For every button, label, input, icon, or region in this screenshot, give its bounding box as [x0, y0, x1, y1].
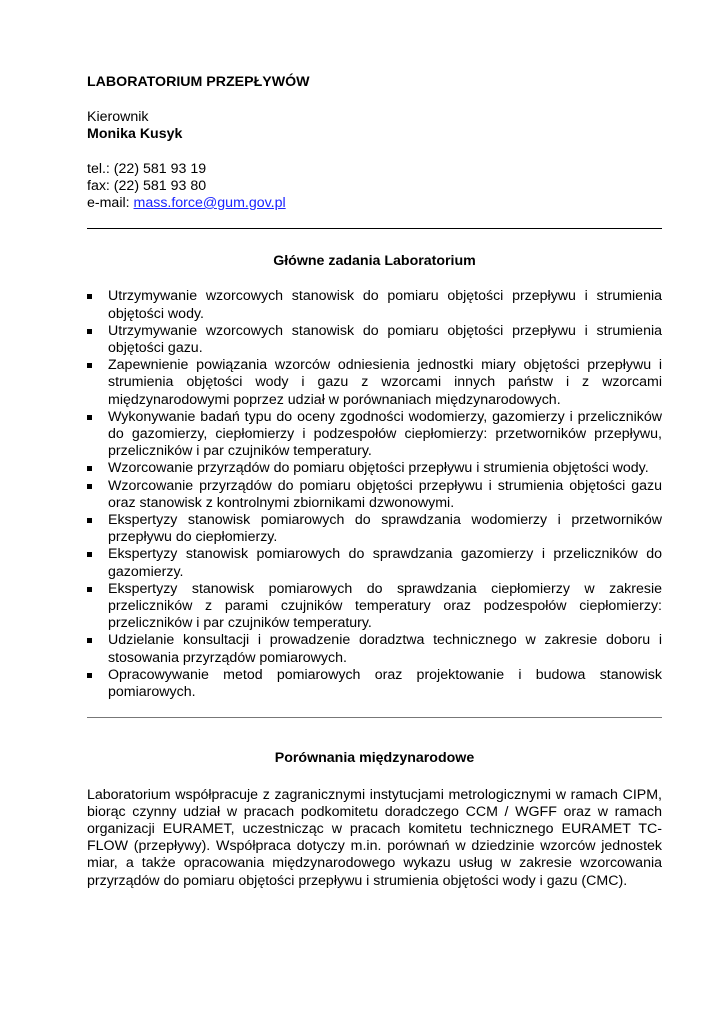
task-item	[87, 512, 662, 546]
bullet-icon	[87, 363, 92, 368]
document-page	[87, 74, 662, 890]
manager-name: Monika Kusyk	[87, 126, 183, 143]
bullet-icon	[87, 587, 92, 592]
bullet-icon	[87, 294, 92, 299]
tasks-list	[87, 288, 662, 701]
task-item	[87, 478, 662, 512]
comparisons-paragraph: Laboratorium współpracuje z zagranicznymi instytucjami metrologicznymi w ramach CIPM, biorąc czynny udział w pracach podkomitetu doradczego CCM / WGFF oraz w ramach organizacji EURAMET, uczestnicząc w pracach komitetu technicznego EURAMET TC-FLOW (przepływy). Współpraca dotyczy m.in. porównań w dziedzinie wzorców jednostek miar, a także opracowania międzynarodowego wykazu usług w zakresie wzorcowania przyrządów do pomiaru objętości przepływu i strumienia objętości wody i gazu (CMC).	[87, 786, 662, 889]
task-text: Ekspertyzy stanowisk pomiarowych do sprawdzania ciepłomierzy w zakresie przeliczników z parami czujników temperatury oraz podzespołów ciepłomierzy: przeliczników i par czujników temperatury.	[108, 580, 662, 632]
task-item	[87, 460, 662, 477]
tasks-heading: Główne zadania Laboratorium	[273, 253, 476, 270]
task-text: Utrzymywanie wzorcowych stanowisk do pomiaru objętości przepływu i strumienia objętości wody.	[108, 288, 662, 322]
bullet-icon	[87, 415, 92, 420]
task-text: Zapewnienie powiązania wzorców odniesienia jednostki miary objętości przepływu i strumienia objętości wody i gazu z wzorcami innych państw i z wzorcami międzynarodowymi poprzez udział w porównaniach międzynarodowych.	[108, 357, 662, 408]
task-item	[87, 357, 662, 409]
fax-number: fax: (22) 581 93 80	[87, 177, 207, 194]
task-text: Utrzymywanie wzorcowych stanowisk do pomiaru objętości przepływu i strumienia objętości gazu.	[108, 322, 662, 357]
task-text: Ekspertyzy stanowisk pomiarowych do sprawdzania wodomierzy i przetworników przepływu do ciepłomierzy.	[108, 512, 662, 546]
task-item	[87, 323, 662, 357]
task-item	[87, 581, 662, 633]
manager-role: Kierownik	[87, 109, 149, 126]
task-text: Wzorcowanie przyrządów do pomiaru objętości przepływu i strumienia objętości wody.	[108, 460, 649, 477]
email-label: e-mail:	[87, 195, 134, 212]
task-item	[87, 288, 662, 322]
email-link[interactable]: mass.force@gum.gov.pl	[133, 195, 286, 212]
bullet-icon	[87, 552, 92, 557]
task-text: Wzorcowanie przyrządów do pomiaru objętości przepływu i strumienia objętości gazu oraz stanowisk z kontrolnymi zbiornikami dzwonowymi.	[108, 477, 662, 511]
phone-number: tel.: (22) 581 93 19	[87, 160, 207, 177]
task-text: Ekspertyzy stanowisk pomiarowych do sprawdzania gazomierzy i przeliczników do gazomierzy.	[108, 546, 662, 580]
document-title: LABORATORIUM PRZEPŁYWÓW	[87, 74, 310, 90]
task-item	[87, 667, 662, 701]
task-text: Wykonywanie badań typu do oceny zgodności wodomierzy, gazomierzy i przeliczników do gazomierzy, ciepłomierzy i podzespołów ciepłomierzy: przetworników przepływu, przeliczników i par czujników temperatury.	[108, 408, 662, 460]
bullet-icon	[87, 466, 92, 471]
bullet-icon	[87, 638, 92, 643]
bullet-icon	[87, 329, 92, 334]
bullet-icon	[87, 518, 92, 523]
task-item	[87, 632, 662, 666]
task-text: Opracowywanie metod pomiarowych oraz projektowanie i budowa stanowisk pomiarowych.	[108, 666, 662, 701]
task-text: Udzielanie konsultacji i prowadzenie doradztwa technicznego w zakresie doboru i stosowania przyrządów pomiarowych.	[108, 632, 662, 666]
bullet-icon	[87, 673, 92, 678]
comparisons-heading: Porównania międzynarodowe	[274, 750, 475, 767]
email-line	[87, 195, 662, 212]
bullet-icon	[87, 484, 92, 489]
task-item	[87, 546, 662, 580]
task-item	[87, 409, 662, 461]
